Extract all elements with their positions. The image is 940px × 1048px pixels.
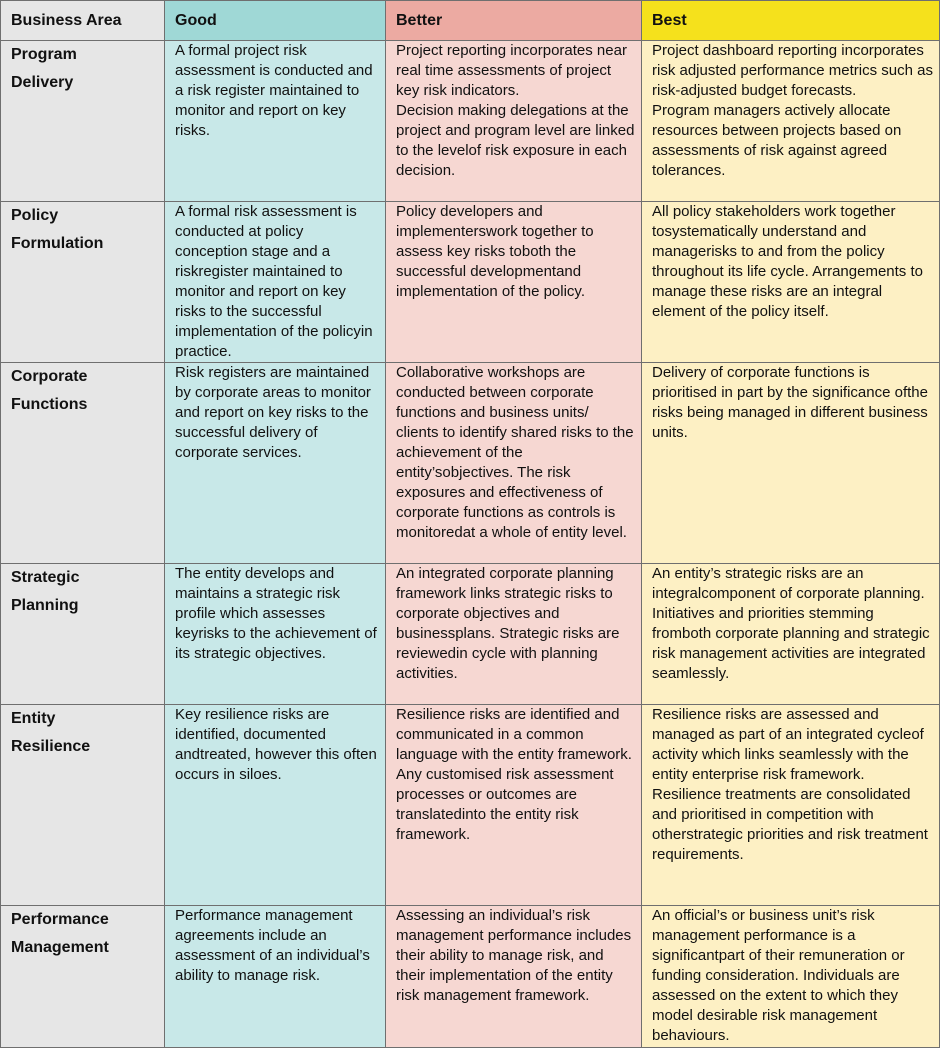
table-row-performance-management bbox=[1, 906, 940, 1048]
best-cell: Project dashboard reporting incorporates risk adjusted performance metrics such as risk-adjusted budget forecasts. Program managers actively allocate resources between projects based on assessments of risk against agreed tolerances. bbox=[642, 41, 940, 202]
business-area-cell: Policy Formulation bbox=[1, 202, 165, 363]
best-cell: An entity’s strategic risks are an integralcomponent of corporate planning. Initiatives and priorities stemming fromboth corporate planning and strategic risk management activities are integrated seamlessly. bbox=[642, 564, 940, 705]
header-better: Better bbox=[386, 1, 642, 41]
table-row-program-delivery bbox=[1, 41, 940, 202]
best-cell: All policy stakeholders work together tosystematically understand and managerisks to and from the policy throughout its life cycle. Arrangements to manage these risks are an integral element of the policy itself. bbox=[642, 202, 940, 363]
header-row bbox=[1, 1, 940, 41]
best-cell: An official’s or business unit’s risk management performance is a significantpart of their remuneration or funding consideration. Individuals are assessed on the extent to which they model desirable risk management behaviours. bbox=[642, 906, 940, 1048]
business-area-cell: Entity Resilience bbox=[1, 705, 165, 906]
business-area-cell: Performance Management bbox=[1, 906, 165, 1048]
better-cell: An integrated corporate planning framework links strategic risks to corporate objectives and businessplans. Strategic risks are reviewedin cycle with planning activities. bbox=[386, 564, 642, 705]
better-cell: Assessing an individual’s risk management performance includes their ability to manage risk, and their implementation of the entity risk management framework. bbox=[386, 906, 642, 1048]
better-cell: Collaborative workshops are conducted between corporate functions and business units/ clients to identify shared risks to the achievement of the entity’sobjectives. The risk exposures and effectiveness of corporate functions as controls is monitoredat a whole of entity level. bbox=[386, 363, 642, 564]
good-cell: Risk registers are maintained by corporate areas to monitor and report on key risks to the successful delivery of corporate services. bbox=[165, 363, 386, 564]
good-cell: Performance management agreements include an assessment of an individual’s ability to manage risk. bbox=[165, 906, 386, 1048]
good-cell: A formal project risk assessment is conducted and a risk register maintained to monitor and report on key risks. bbox=[165, 41, 386, 202]
good-cell: Key resilience risks are identified, documented andtreated, however this often occurs in siloes. bbox=[165, 705, 386, 906]
better-cell: Resilience risks are identified and communicated in a common language with the entity framework. Any customised risk assessment processes or outcomes are translatedinto the entity risk framework. bbox=[386, 705, 642, 906]
table-row-strategic-planning bbox=[1, 564, 940, 705]
best-cell: Resilience risks are assessed and managed as part of an integrated cycleof activity which links seamlessly with the entity enterprise risk framework. Resilience treatments are consolidated and prioritised in competition with otherstrategic priorities and risk treatment requirements. bbox=[642, 705, 940, 906]
business-area-cell: Strategic Planning bbox=[1, 564, 165, 705]
header-best: Best bbox=[642, 1, 940, 41]
better-cell: Policy developers and implementerswork together to assess key risks toboth the successful developmentand implementation of the policy. bbox=[386, 202, 642, 363]
good-cell: The entity develops and maintains a strategic risk profile which assesses keyrisks to the achievement of its strategic objectives. bbox=[165, 564, 386, 705]
header-good: Good bbox=[165, 1, 386, 41]
header-business-area: Business Area bbox=[1, 1, 165, 41]
good-cell: A formal risk assessment is conducted at policy conception stage and a riskregister maintained to monitor and report on key risks to the successful implementation of the policyin practice. bbox=[165, 202, 386, 363]
table-row-entity-resilience bbox=[1, 705, 940, 906]
better-cell: Project reporting incorporates near real time assessments of project key risk indicators. Decision making delegations at the project and program level are linked to the levelof risk exposure in each decision. bbox=[386, 41, 642, 202]
business-area-cell: Program Delivery bbox=[1, 41, 165, 202]
table-row-policy-formulation bbox=[1, 202, 940, 363]
table-row-corporate-functions bbox=[1, 363, 940, 564]
best-cell: Delivery of corporate functions is prioritised in part by the significance ofthe risks being managed in different business units. bbox=[642, 363, 940, 564]
business-area-cell: Corporate Functions bbox=[1, 363, 165, 564]
